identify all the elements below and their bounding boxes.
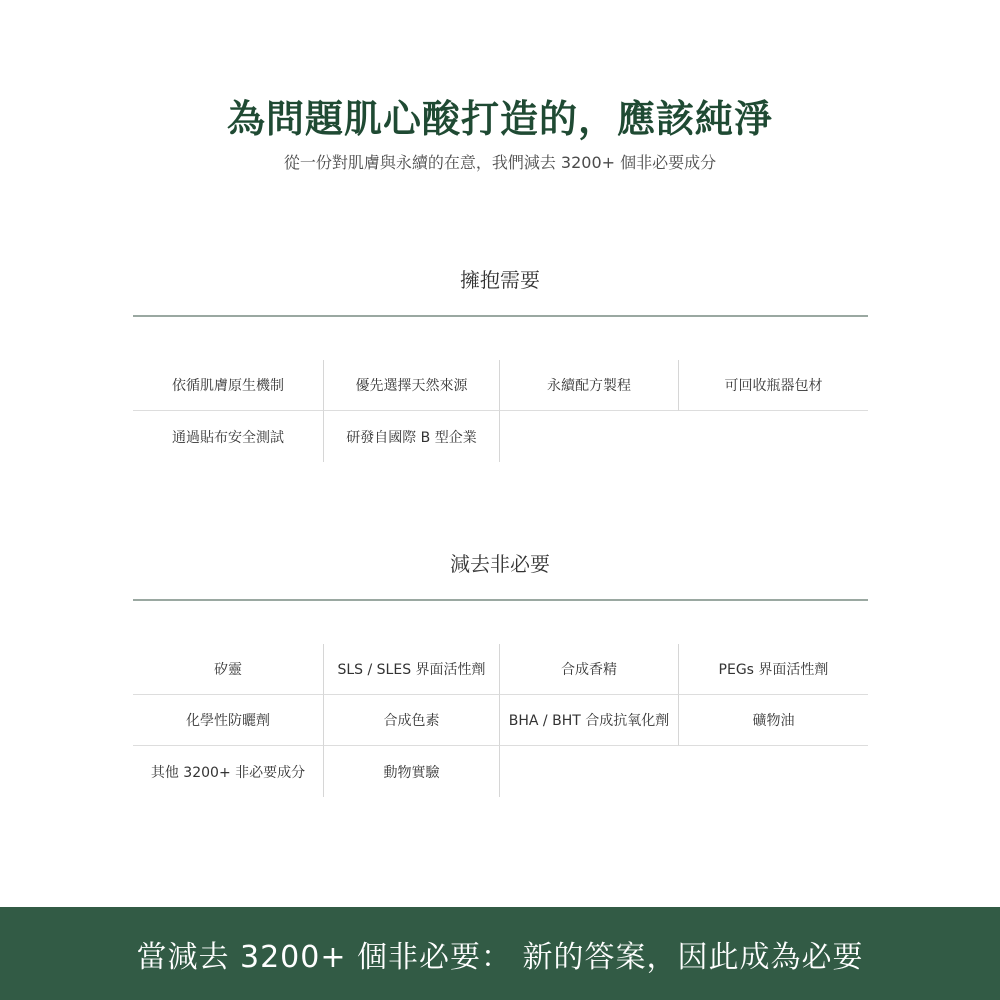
section-title-subtract: 減去非必要 [450, 552, 550, 576]
section-title-embrace: 擁抱需要 [460, 268, 540, 292]
grid-cell: 化學性防曬劑 [133, 695, 324, 746]
grid-cell-empty [679, 746, 868, 797]
grid-cell: 依循肌膚原生機制 [133, 360, 324, 411]
grid-cell: 合成色素 [324, 695, 500, 746]
grid-cell: 其他 3200+ 非必要成分 [133, 746, 324, 797]
grid-cell: 矽靈 [133, 644, 324, 695]
section-divider-subtract [133, 599, 868, 601]
grid-cell: 礦物油 [679, 695, 868, 746]
grid-cell: 動物實驗 [324, 746, 500, 797]
footer-banner [0, 907, 1000, 1000]
grid-cell: BHA / BHT 合成抗氧化劑 [500, 695, 679, 746]
subtract-grid [133, 644, 868, 797]
grid-cell: 可回收瓶器包材 [679, 360, 868, 411]
grid-cell-empty [500, 411, 679, 462]
grid-cell-empty [500, 746, 679, 797]
grid-cell: 合成香精 [500, 644, 679, 695]
grid-cell: 通過貼布安全測試 [133, 411, 324, 462]
grid-cell: PEGs 界面活性劑 [679, 644, 868, 695]
embrace-grid [133, 360, 868, 462]
page-title: 為問題肌心酸打造的，應該純淨 [226, 97, 773, 141]
grid-cell: SLS / SLES 界面活性劑 [324, 644, 500, 695]
section-divider-embrace [133, 315, 868, 317]
grid-cell-empty [679, 411, 868, 462]
grid-cell: 永續配方製程 [500, 360, 679, 411]
grid-cell: 優先選擇天然來源 [324, 360, 500, 411]
footer-tagline: 當減去 3200+ 個非必要： 新的答案，因此成為必要 [136, 939, 864, 975]
page-subtitle: 從一份對肌膚與永續的在意，我們減去 3200+ 個非必要成分 [283, 153, 717, 172]
grid-cell: 研發自國際 B 型企業 [324, 411, 500, 462]
